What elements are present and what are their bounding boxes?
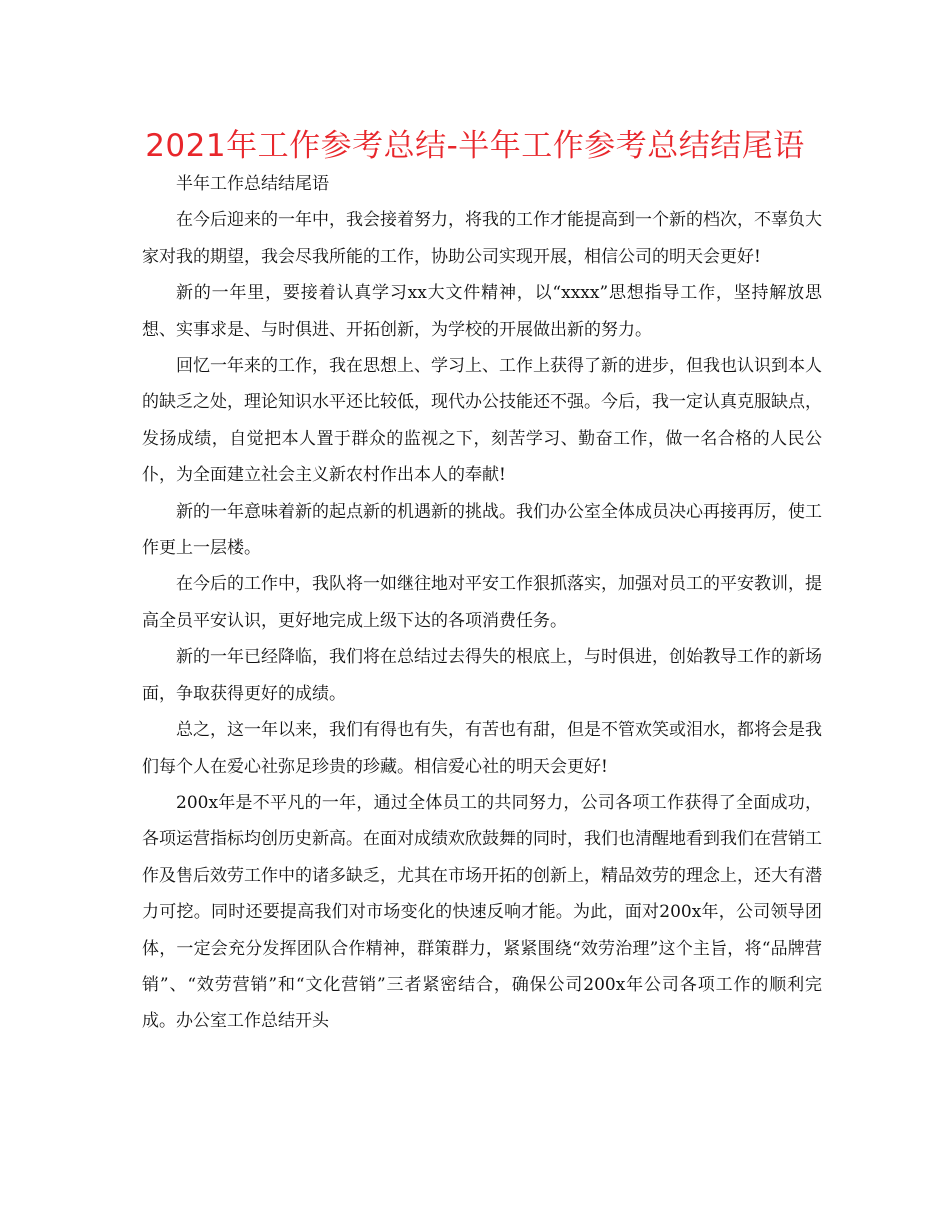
paragraph-2: 新的一年里，要接着认真学习xx大文件精神，以“xxxx”思想指导工作，坚持解放思想、实事求是、与时俱进、开拓创新，为学校的开展做出新的努力。 [142,283,822,340]
paragraph-1: 在今后迎来的一年中，我会接着努力，将我的工作才能提高到一个新的档次，不辜负大家对我的期望，我会尽我所能的工作，协助公司实现开展，相信公司的明天会更好! [142,210,822,267]
paragraph-5: 在今后的工作中，我队将一如继往地对平安工作狠抓落实，加强对员工的平安教训，提高全员平安认识，更好地完成上级下达的各项消费任务。 [142,574,822,631]
paragraph-8: 200x年是不平凡的一年，通过全体员工的共同努力，公司各项工作获得了全面成功，各项运营指标均创历史新高。在面对成绩欢欣鼓舞的同时，我们也清醒地看到我们在营销工作及售后效劳工作中的诸多缺乏，尤其在市场开拓的创新上，精品效劳的理念上，还大有潜力可挖。同时还要提高我们对市场变化的快速反响才能。为此，面对200x年，公司领导团体，一定会充分发挥团队合作精神，群策群力，紧紧围绕“效劳治理”这个主旨，将“品牌营销”、“效劳营销”和“文化营销”三者紧密结合，确保公司200x年公司各项工作的顺利完成。办公室工作总结开头 [142,792,822,1032]
document-subtitle: 半年工作总结结尾语 [176,174,329,194]
paragraph-3: 回忆一年来的工作，我在思想上、学习上、工作上获得了新的进步，但我也认识到本人的缺乏之处，理论知识水平还比较低，现代办公技能还不强。今后，我一定认真克服缺点，发扬成绩，自觉把本人置于群众的监视之下，刻苦学习、勤奋工作，做一名合格的人民公仆，为全面建立社会主义新农村作出本人的奉献! [142,356,822,486]
document-title: 2021年工作参考总结-半年工作参考总结结尾语 [145,128,805,164]
paragraph-4: 新的一年意味着新的起点新的机遇新的挑战。我们办公室全体成员决心再接再厉，使工作更上一层楼。 [142,501,822,559]
paragraph-6: 新的一年已经降临，我们将在总结过去得失的根底上，与时俱进，创始教导工作的新场面，争取获得更好的成绩。 [142,647,822,704]
paragraph-7: 总之，这一年以来，我们有得也有失，有苦也有甜，但是不管欢笑或泪水，都将会是我们每个人在爱心社弥足珍贵的珍藏。相信爱心社的明天会更好! [142,720,822,777]
document-body [142,166,822,1040]
